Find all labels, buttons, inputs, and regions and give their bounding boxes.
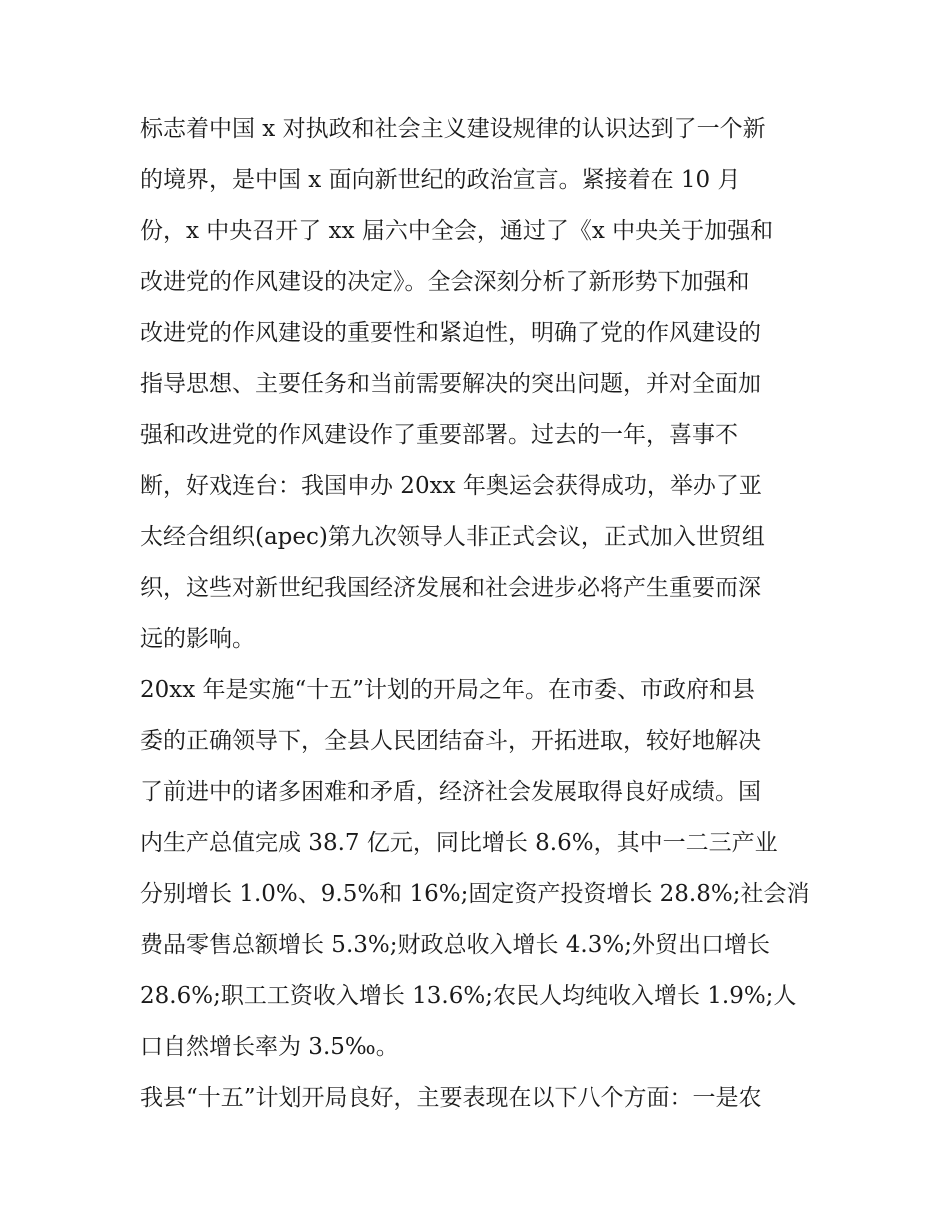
paragraph-2 (140, 665, 820, 1073)
text-line: 口自然增长率为 3.5‰。 (140, 1034, 399, 1060)
document-body (140, 104, 820, 1124)
text-line: 我县“十五”计划开局良好，主要表现在以下八个方面：一是农 (140, 1085, 762, 1111)
text-line: 内生产总值完成 38.7 亿元，同比增长 8.6%，其中一二三产业 (140, 830, 778, 856)
text-line: 织，这些对新世纪我国经济发展和社会进步必将产生重要而深 (140, 575, 761, 601)
text-line: 的境界，是中国 x 面向新世纪的政治宣言。紧接着在 10 月 (140, 167, 741, 193)
text-line: 20xx 年是实施“十五”计划的开局之年。在市委、市政府和县 (140, 677, 756, 703)
text-line: 改进党的作风建设的决定》。全会深刻分析了新形势下加强和 (140, 269, 750, 295)
text-line: 份，x 中央召开了 xx 届六中全会，通过了《x 中央关于加强和 (140, 218, 774, 244)
text-line: 标志着中国 x 对执政和社会主义建设规律的认识达到了一个新 (140, 116, 766, 142)
text-line: 太经合组织(apec)第九次领导人非正式会议，正式加入世贸组 (140, 524, 765, 550)
text-line: 了前进中的诸多困难和矛盾，经济社会发展取得良好成绩。国 (140, 779, 761, 805)
text-line: 远的影响。 (140, 626, 255, 652)
text-line: 28.6%;职工工资收入增长 13.6%;农民人均纯收入增长 1.9%;人 (140, 983, 797, 1009)
text-line: 断，好戏连台：我国申办 20xx 年奥运会获得成功，举办了亚 (140, 473, 762, 499)
paragraph-1 (140, 104, 820, 665)
text-line: 委的正确领导下，全县人民团结奋斗，开拓进取，较好地解决 (140, 728, 761, 754)
text-line: 分别增长 1.0%、9.5%和 16%;固定资产投资增长 28.8%;社会消 (140, 881, 810, 907)
text-line: 改进党的作风建设的重要性和紧迫性，明确了党的作风建设的 (140, 320, 761, 346)
text-line: 费品零售总额增长 5.3%;财政总收入增长 4.3%;外贸出口增长 (140, 932, 770, 958)
paragraph-3 (140, 1073, 820, 1124)
text-line: 强和改进党的作风建设作了重要部署。过去的一年，喜事不 (140, 422, 738, 448)
text-line: 指导思想、主要任务和当前需要解决的突出问题，并对全面加 (140, 371, 761, 397)
